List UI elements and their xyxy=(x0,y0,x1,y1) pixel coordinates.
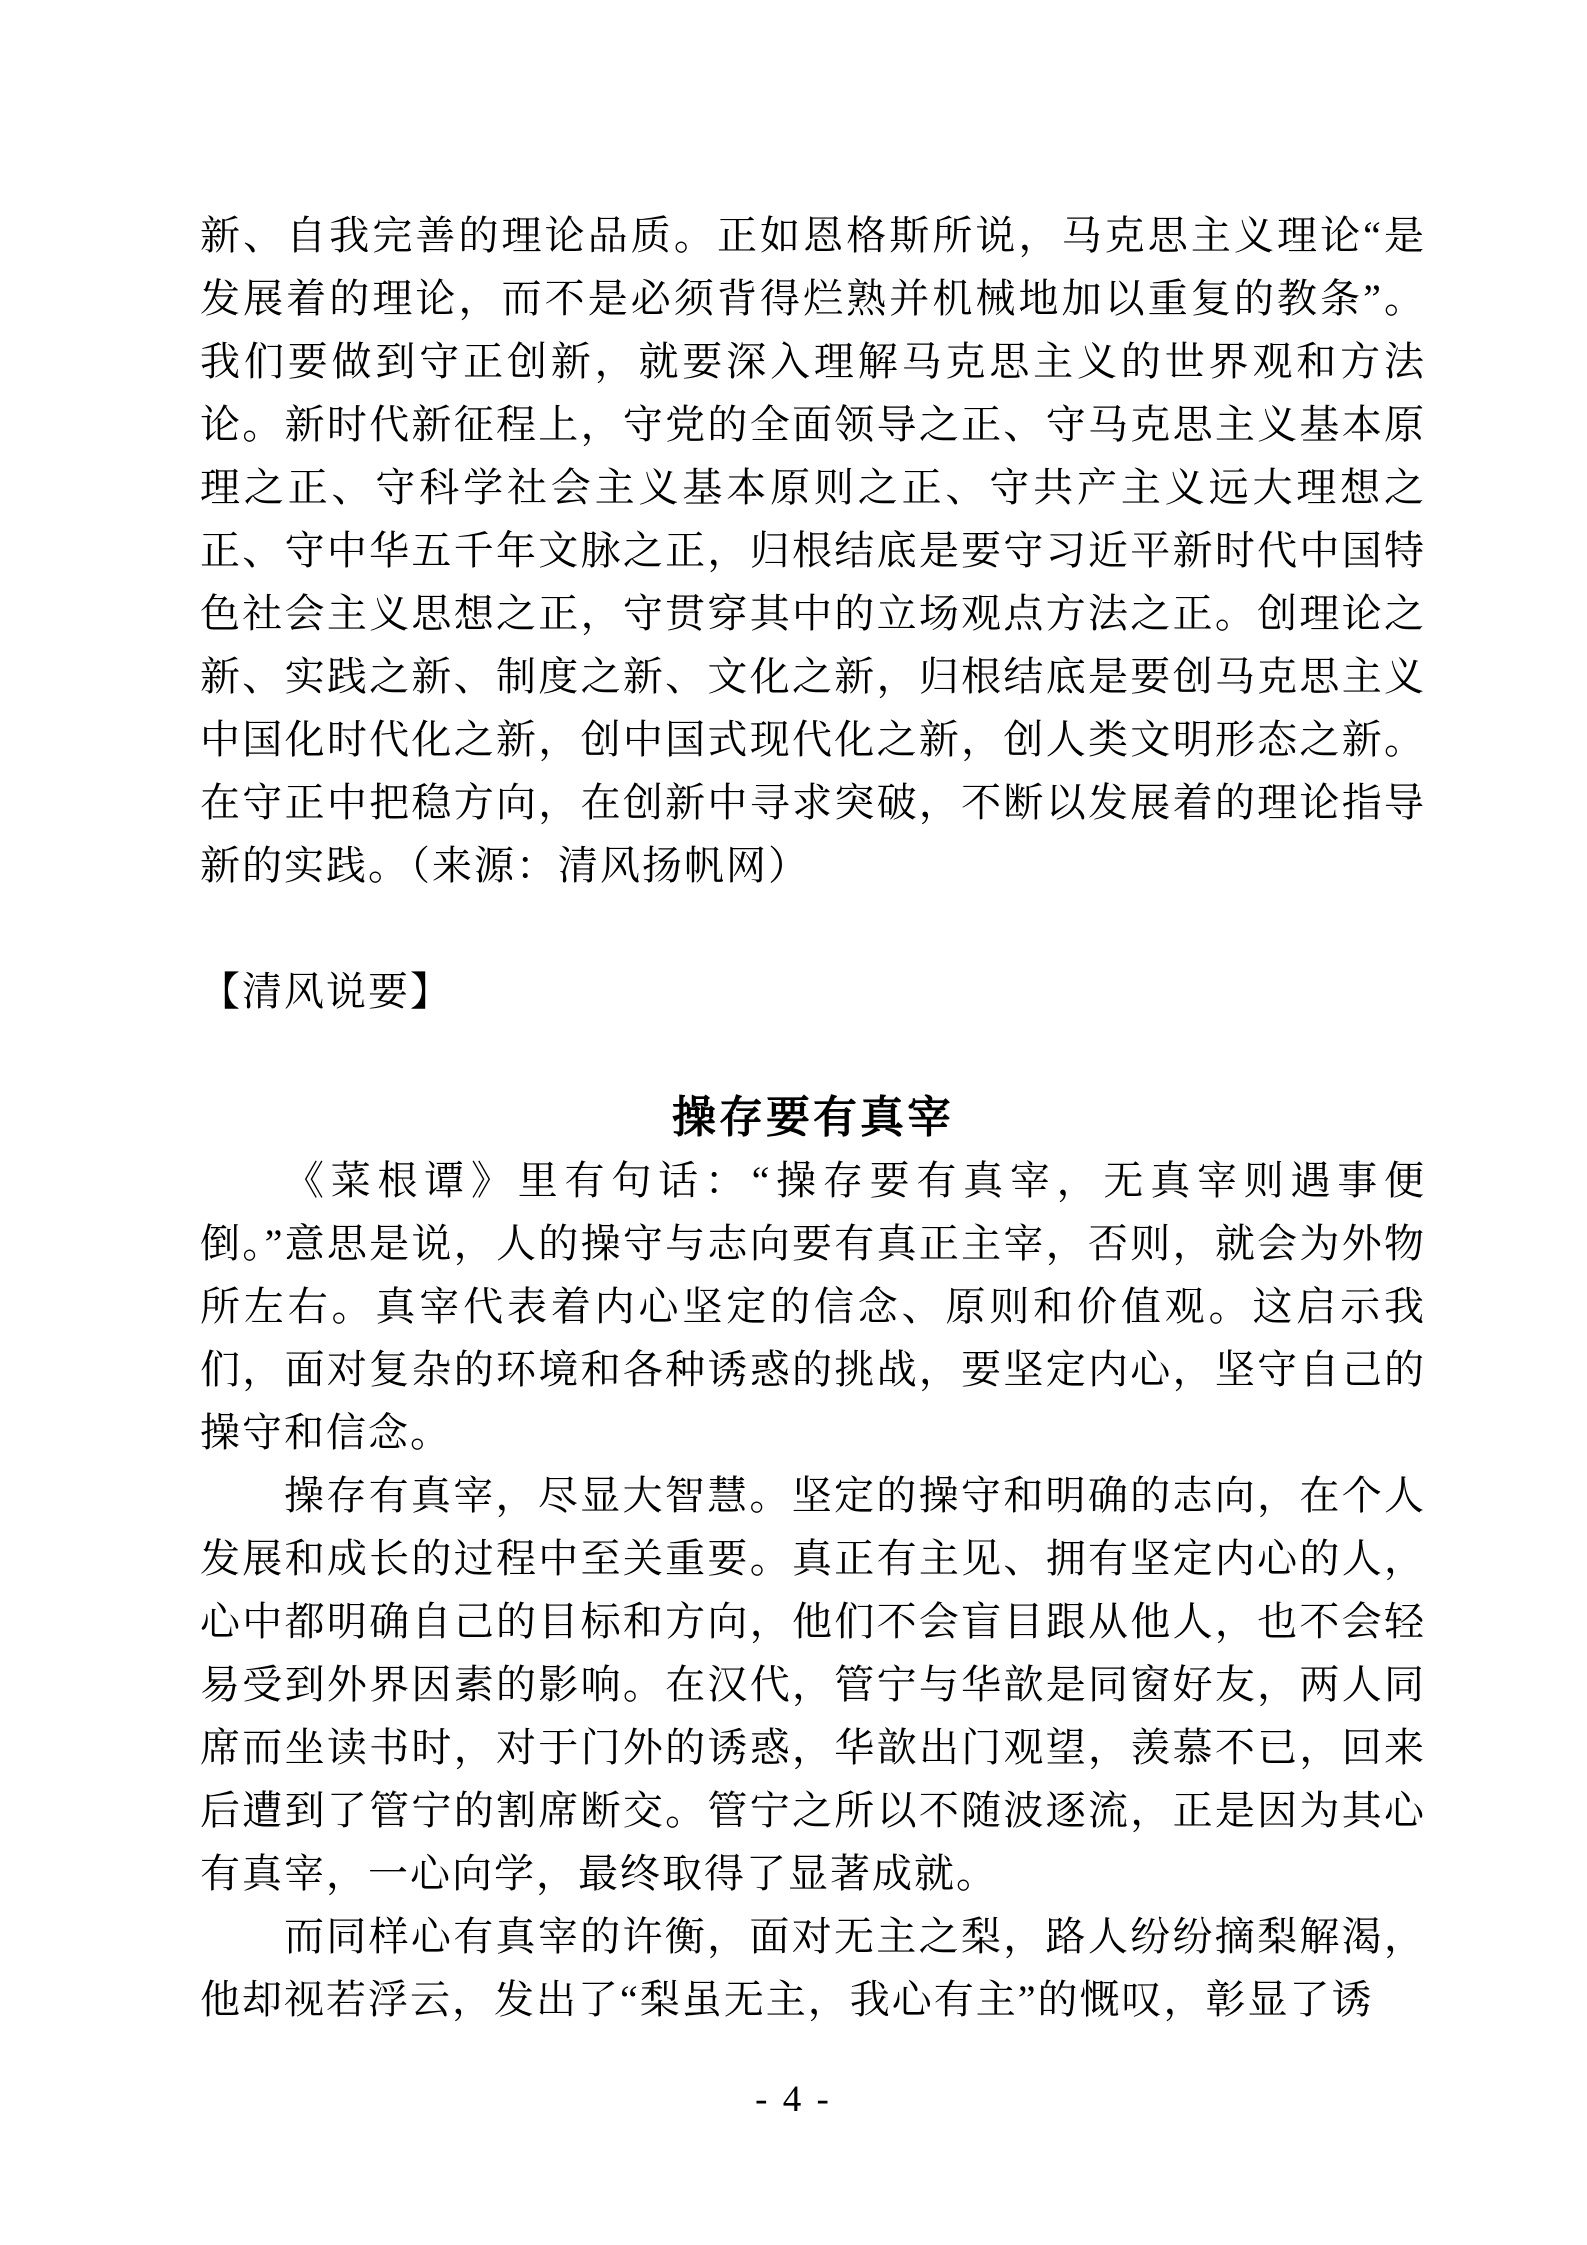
article-title: 操存要有真宰 xyxy=(672,1093,954,1142)
section-header-qingfeng-shuoyao: 【清风说要】 xyxy=(200,969,452,1014)
paragraph-continuation: 新、自我完善的理论品质。正如恩格斯所说，马克思主义理论“是发展着的理论，而不是必须背得烂熟并机械地加以重复的教条”。我们要做到守正创新，就要深入理解马克思主义的世界观和方法论。新时代新征程上，守党的全面领导之正、守马克思主义基本原理之正、守科学社会主义基本原则之正、守共产主义远大理想之正、守中华五千年文脉之正，归根结底是要守习近平新时代中国特色社会主义思想之正，守贯穿其中的立场观点方法之正。创理论之新、实践之新、制度之新、文化之新，归根结底是要创马克思主义中国化时代化之新，创中国式现代化之新，创人类文明形态之新。在守正中把稳方向，在创新中寻求突破，不断以发展着的理论指导新的实践。（来源：清风扬帆网） xyxy=(200,213,1426,888)
paragraph-guanning-story: 操存有真宰，尽显大智慧。坚定的操守和明确的志向，在个人发展和成长的过程中至关重要。真正有主见、拥有坚定内心的人，心中都明确自己的目标和方向，他们不会盲目跟从他人，也不会轻易受到外界因素的影响。在汉代，管宁与华歆是同窗好友，两人同席而坐读书时，对于门外的诱惑，华歆出门观望，羡慕不已，回来后遭到了管宁的割席断交。管宁之所以不随波逐流，正是因为其心有真宰，一心向学，最终取得了显著成就。 xyxy=(200,1473,1426,1896)
paragraph-xuheng-story: 而同样心有真宰的许衡，面对无主之梨，路人纷纷摘梨解渴，他却视若浮云，发出了“梨虽无主，我心有主”的慨叹，彰显了诱 xyxy=(200,1914,1426,2022)
page-number: - 4 - xyxy=(755,2079,832,2120)
document-body xyxy=(200,204,1426,2031)
paragraph-caigentan-quote: 《菜根谭》里有句话：“操存要有真宰，无真宰则遇事便倒。”意思是说，人的操守与志向要有真正主宰，否则，就会为外物所左右。真宰代表着内心坚定的信念、原则和价值观。这启示我们，面对复杂的环境和各种诱惑的挑战，要坚定内心，坚守自己的操守和信念。 xyxy=(200,1158,1426,1455)
